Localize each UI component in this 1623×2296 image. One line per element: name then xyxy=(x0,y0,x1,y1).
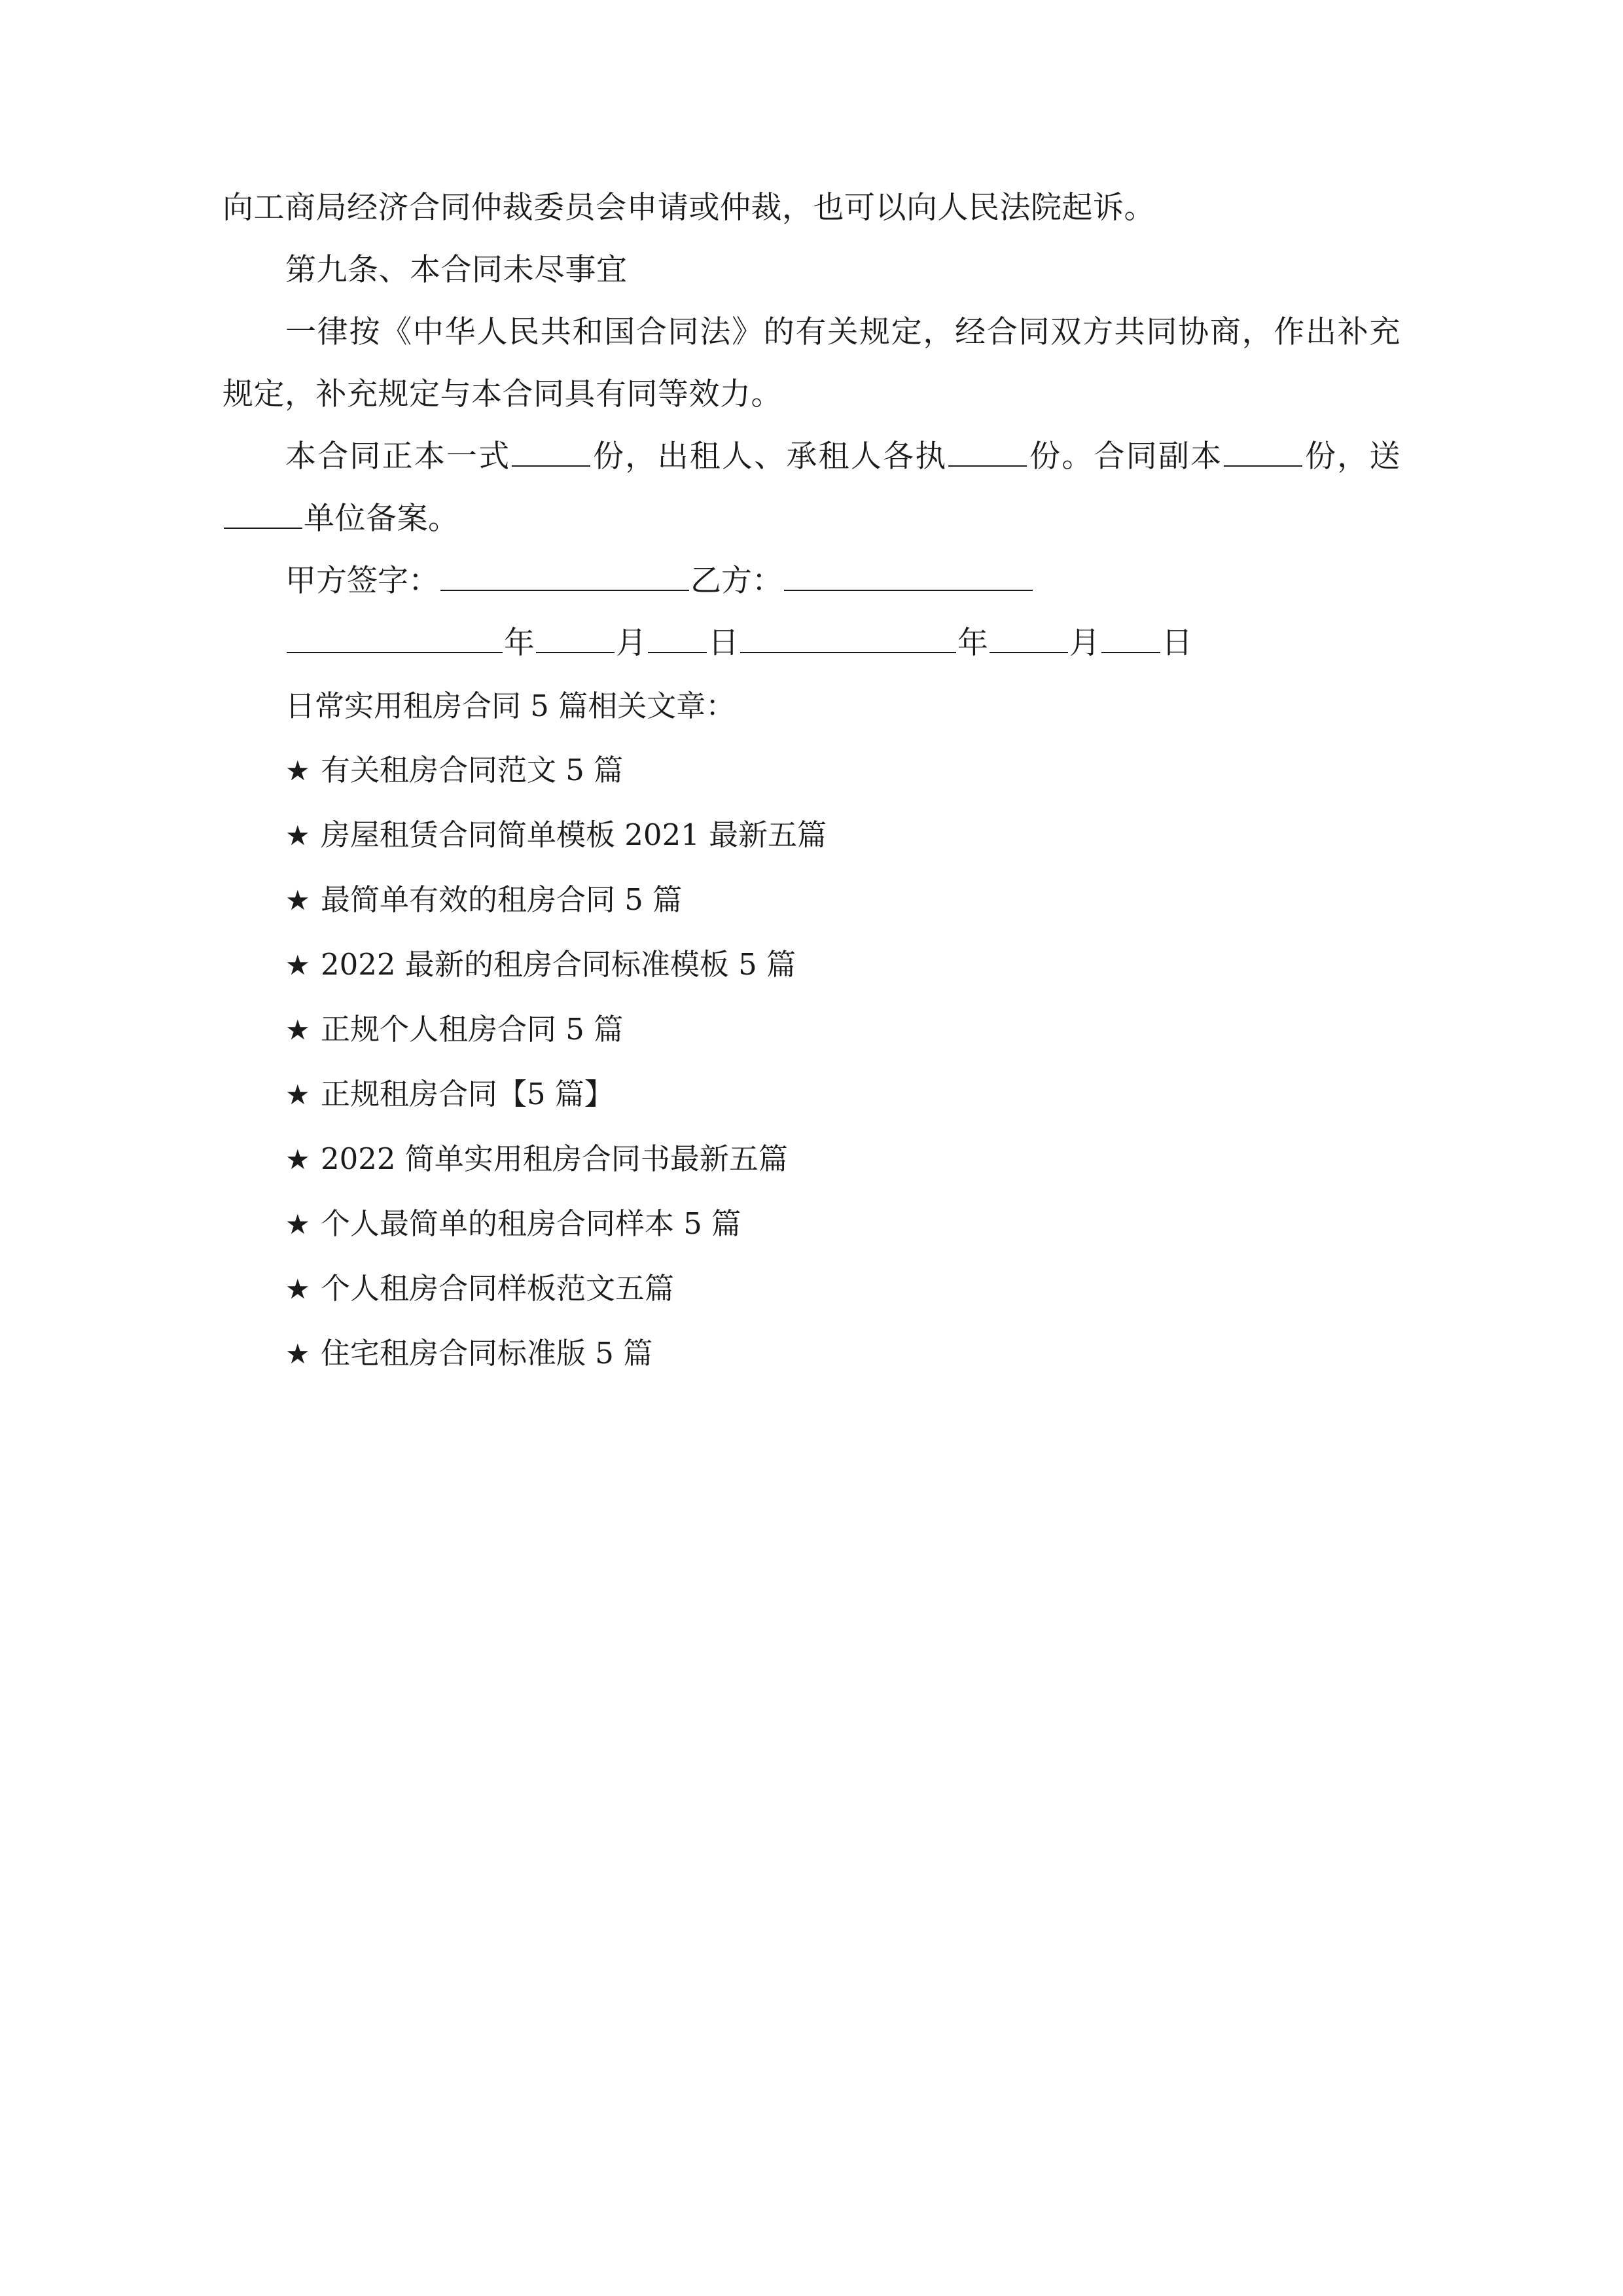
star-icon: ★ xyxy=(285,1338,310,1370)
date-year-a: 年 xyxy=(504,625,535,661)
related-articles-list xyxy=(223,738,1400,1386)
star-icon: ★ xyxy=(285,884,310,916)
list-item[interactable] xyxy=(223,1127,1400,1192)
date-blank-year-b xyxy=(740,623,956,653)
paragraph-article-nine-title: 第九条、本合同未尽事宜 xyxy=(285,252,628,288)
date-year-b: 年 xyxy=(957,625,988,661)
star-icon: ★ xyxy=(285,1143,310,1175)
list-item[interactable] xyxy=(223,1321,1400,1386)
list-item[interactable] xyxy=(223,1192,1400,1257)
list-item-label: 有关租房合同范文 5 篇 xyxy=(321,753,624,787)
list-item[interactable] xyxy=(223,1062,1400,1127)
date-blank-day-a xyxy=(648,623,707,653)
signature-row xyxy=(223,550,1400,612)
list-item[interactable] xyxy=(223,997,1400,1062)
copies-blank-2 xyxy=(948,437,1027,467)
list-item-label: 2022 简单实用租房合同书最新五篇 xyxy=(321,1141,788,1176)
date-month-b: 月 xyxy=(1069,625,1100,661)
star-icon: ★ xyxy=(285,755,310,787)
copies-seg-1: 本合同正本一式 xyxy=(285,439,511,475)
date-month-a: 月 xyxy=(616,625,647,661)
party-b-signature-blank xyxy=(784,561,1033,591)
star-icon: ★ xyxy=(285,1079,310,1111)
party-a-label: 甲方签字： xyxy=(285,563,439,599)
document-body xyxy=(223,177,1400,1386)
copies-seg-4: 份，送 xyxy=(1304,439,1401,475)
paragraph-arbitration: 向工商局经济合同仲裁委员会申请或仲裁，也可以向人民法院起诉。 xyxy=(223,190,1155,226)
list-item[interactable] xyxy=(223,803,1400,868)
list-item[interactable] xyxy=(223,738,1400,803)
star-icon: ★ xyxy=(285,1014,310,1046)
copies-seg-2: 份，出租人、承租人各执 xyxy=(592,439,948,475)
copies-blank-4 xyxy=(224,499,302,529)
date-row xyxy=(223,612,1400,674)
paragraph-article-nine-body: 一律按《中华人民共和国合同法》的有关规定，经合同双方共同协商，作出补充规定，补充规定与本合同具有同等效力。 xyxy=(223,314,1400,412)
date-day-a: 日 xyxy=(708,625,739,661)
list-item-label: 2022 最新的租房合同标准模板 5 篇 xyxy=(321,947,796,982)
copies-blank-3 xyxy=(1224,437,1302,467)
star-icon: ★ xyxy=(285,1273,310,1305)
list-item-label: 房屋租赁合同简单模板 2021 最新五篇 xyxy=(321,817,827,852)
list-item-label: 住宅租房合同标准版 5 篇 xyxy=(321,1336,653,1371)
list-item-label: 正规租房合同【5 篇】 xyxy=(321,1077,614,1111)
list-item-label: 个人最简单的租房合同样本 5 篇 xyxy=(321,1206,741,1241)
list-item-label: 最简单有效的租房合同 5 篇 xyxy=(321,882,683,917)
paragraph-copies-clause xyxy=(223,425,1400,550)
copies-seg-5: 单位备案。 xyxy=(304,501,459,537)
copies-seg-3: 份。合同副本 xyxy=(1028,439,1223,475)
related-articles-title: 日常实用租房合同 5 篇相关文章： xyxy=(285,689,736,723)
date-blank-day-b xyxy=(1101,623,1160,653)
date-blank-month-a xyxy=(536,623,615,653)
star-icon: ★ xyxy=(285,819,310,852)
date-blank-year-a xyxy=(287,623,503,653)
party-b-label: 乙方： xyxy=(690,563,783,599)
list-item-label: 正规个人租房合同 5 篇 xyxy=(321,1012,624,1047)
date-blank-month-b xyxy=(990,623,1068,653)
star-icon: ★ xyxy=(285,949,310,981)
list-item[interactable] xyxy=(223,933,1400,997)
star-icon: ★ xyxy=(285,1208,310,1240)
copies-blank-1 xyxy=(512,437,590,467)
list-item-label: 个人租房合同样板范文五篇 xyxy=(321,1271,675,1306)
party-a-signature-blank xyxy=(440,561,689,591)
list-item[interactable] xyxy=(223,1257,1400,1321)
list-item[interactable] xyxy=(223,868,1400,933)
date-day-b: 日 xyxy=(1162,625,1192,661)
